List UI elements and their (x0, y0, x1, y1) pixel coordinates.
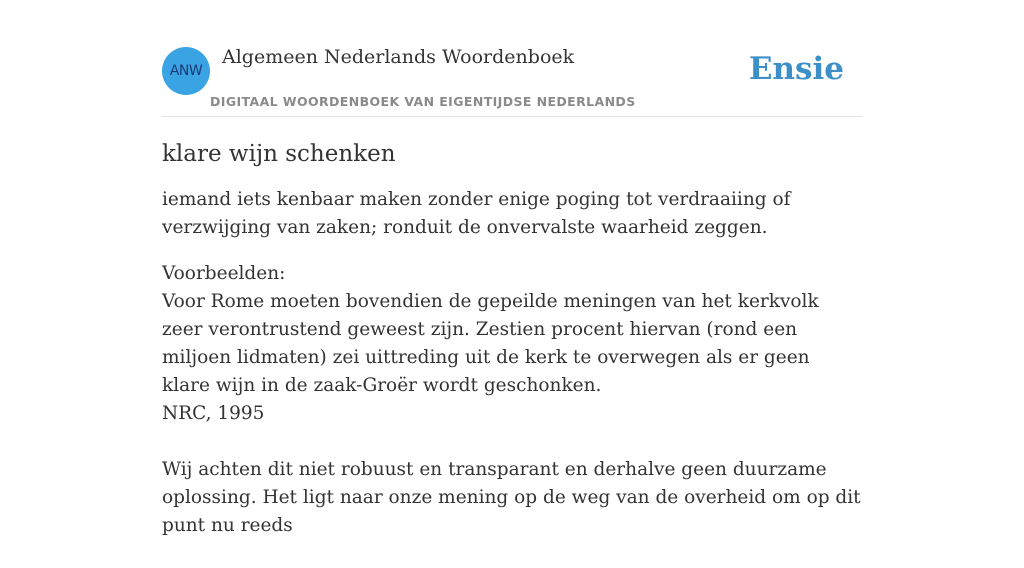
examples-section (162, 260, 862, 540)
example-text: Wij achten dit niet robuust en transparant en derhalve geen duurzame oplossing. Het ligt naar onze mening op de weg van de overheid om op dit punt nu reeds (162, 459, 861, 536)
examples-label: Voorbeelden: (162, 263, 286, 284)
entry-term: klare wijn schenken (162, 141, 396, 167)
example-item (162, 288, 862, 428)
dictionary-title[interactable]: Algemeen Nederlands Woordenboek (222, 46, 575, 68)
example-text: Voor Rome moeten bovendien de gepeilde meningen van het kerkvolk zeer verontrustend geweest zijn. Zestien procent hiervan (rond een miljoen lidmaten) zei uittreding uit de kerk te overwegen als er geen klare wijn in de zaak-Groër wordt geschonken. (162, 291, 819, 396)
entry-definition: iemand iets kenbaar maken zonder enige poging tot verdraaiing of verzwijging van zaken; ronduit de onvervalste waarheid zeggen. (162, 189, 791, 238)
site-header (162, 40, 862, 117)
dictionary-subtitle: DIGITAAL WOORDENBOEK VAN EIGENTIJDSE NEDERLANDS (210, 94, 636, 109)
anw-logo[interactable]: ANW (162, 47, 210, 95)
example-source: NRC, 1995 (162, 403, 265, 424)
example-item (162, 456, 862, 540)
entry-content (162, 136, 862, 568)
ensie-logo[interactable]: Ensie (748, 51, 844, 87)
